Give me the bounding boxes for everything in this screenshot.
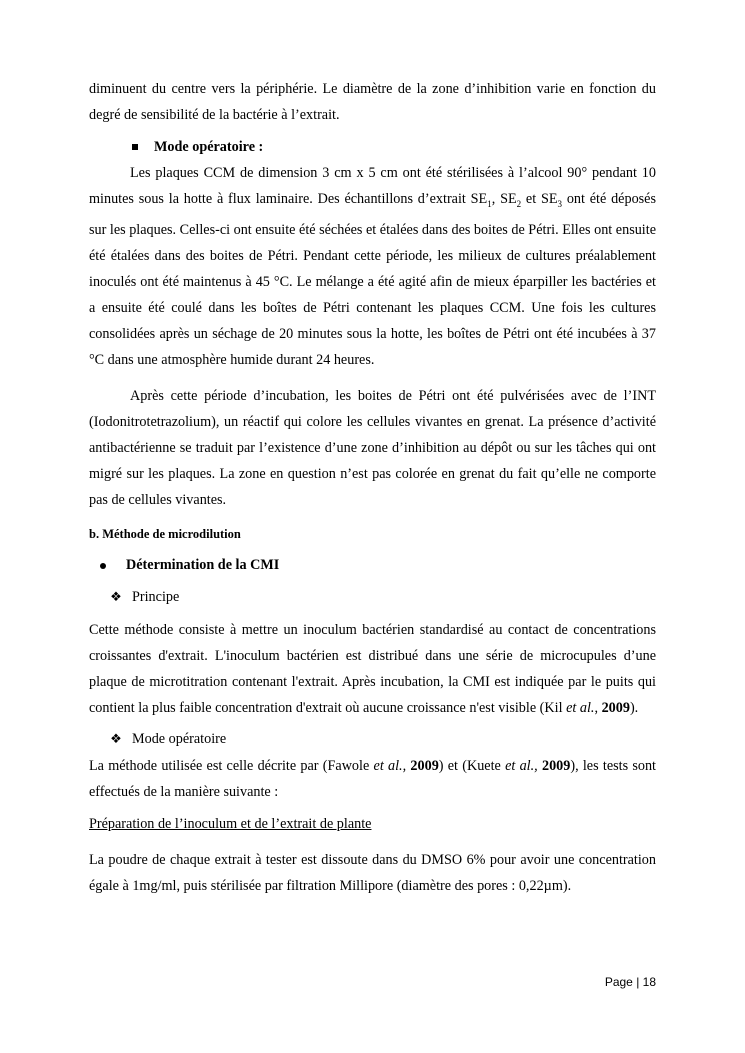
italic-citation: et al. bbox=[566, 699, 595, 716]
subscript: 3 bbox=[557, 198, 563, 209]
text-run: Cette méthode consiste à mettre un inoculum bactérien standardisé au contact de concentrations croissantes d'extrait. L'inoculum bactérien est distribué dans une série de microcupules d’une plaque de microtitration contenant l'extrait. Après incubation, la CMI est indiquée par le puits qui contient la plus faible concentration d'extrait où aucune croissance n'est visible (Kil bbox=[89, 621, 656, 716]
text-run: ) et (Kuete bbox=[438, 757, 506, 774]
round-bullet-icon bbox=[100, 563, 106, 569]
bold-year: 2009 bbox=[410, 757, 439, 774]
diamond-bullet-icon: ❖ bbox=[110, 590, 122, 606]
diamond-bullet-icon: ❖ bbox=[110, 732, 122, 748]
diamond-item-mode-operatoire bbox=[89, 727, 656, 753]
text-run: et SE bbox=[521, 191, 558, 207]
text-run: ont été déposés sur les plaques. Celles-ci ont ensuite été séchées et étalées dans des boites de Pétri. Elles ont ensuite été étalées dans des boites de Pétri. Pendant cette période, les milieux de cultures préalablement inoculés ont été maintenus à 45 °C. Le mélange a été agité afin de mieux éparpiller les bactéries et a ensuite été coulé dans les boîtes de Pétri contenant les plaques CCM. Une fois les cultures consolidées après un séchage de 20 minutes sous la hotte, les boîtes de Pétri ont été incubées à 37 °C dans une atmosphère humide durant 24 heures. bbox=[89, 191, 657, 368]
paragraph-poudre: La poudre de chaque extrait à tester est dissoute dans du DMSO 6% pour avoir une concentration égale à 1mg/ml, puis stérilisée par filtration Millipore (diamètre des pores : 0,22µm). bbox=[89, 851, 656, 894]
text-run: ), les tests sont effectués de la manière suivante : bbox=[89, 757, 656, 800]
square-bullet-icon bbox=[132, 144, 138, 150]
diamond-mode-operatoire-label: Mode opératoire bbox=[132, 731, 227, 748]
diamond-item-principe bbox=[89, 585, 656, 611]
paragraph-methode bbox=[89, 753, 656, 805]
text-run: La méthode utilisée est celle décrite par (Fawole bbox=[89, 757, 374, 774]
paragraph-intro: diminuent du centre vers la périphérie. Le diamètre de la zone d’inhibition varie en fonction du degré de sensibilité de la bactérie à l’extrait. bbox=[89, 81, 656, 123]
paragraph-principe bbox=[89, 617, 656, 721]
diamond-principe-label: Principe bbox=[132, 589, 180, 606]
section-heading-microdilution: b. Méthode de microdilution bbox=[89, 526, 241, 541]
subscript: 2 bbox=[516, 198, 522, 209]
text-run: ). bbox=[629, 699, 639, 716]
underlined-heading-preparation: Préparation de l’inoculum et de l’extrait de plante bbox=[89, 815, 372, 832]
document-page bbox=[89, 76, 656, 899]
bullet-determination-cmi bbox=[89, 553, 656, 579]
italic-citation: et al., bbox=[505, 757, 538, 774]
subscript: 1 bbox=[487, 198, 492, 209]
bold-year: 2009 bbox=[541, 757, 571, 774]
bullet-cmi-label: Détermination de la CMI bbox=[126, 557, 280, 574]
text-run: Les plaques CCM de dimension 3 cm x 5 cm ont été stérilisées à l’alcool 90° pendant 10 minutes sous la hotte à flux laminaire. Des échantillons d’extrait SE bbox=[89, 165, 656, 207]
paragraph-incubation: Après cette période d’incubation, les boites de Pétri ont été pulvérisées avec de l’INT (Iodonitrotetrazolium), un réactif qui colore les cellules vivantes en grenat. La présence d’activité antibactérienne se traduit par l’existence d’une zone d’inhibition au dépôt ou sur les tâches qui ont migré sur les plaques. La zone en question n’est pas colorée en grenat du fait qu’elle ne comporte pas de cellules vivantes. bbox=[89, 387, 656, 508]
text-run: , SE bbox=[491, 191, 517, 207]
bullet-mode-operatoire bbox=[89, 134, 656, 160]
bullet-mode-operatoire-label: Mode opératoire : bbox=[154, 138, 264, 155]
bold-year: 2009 bbox=[601, 699, 630, 716]
text-run: , bbox=[594, 699, 602, 716]
italic-citation: et al., bbox=[373, 757, 407, 774]
paragraph-ccm bbox=[89, 160, 656, 373]
page-footer: Page | 18 bbox=[604, 975, 656, 989]
